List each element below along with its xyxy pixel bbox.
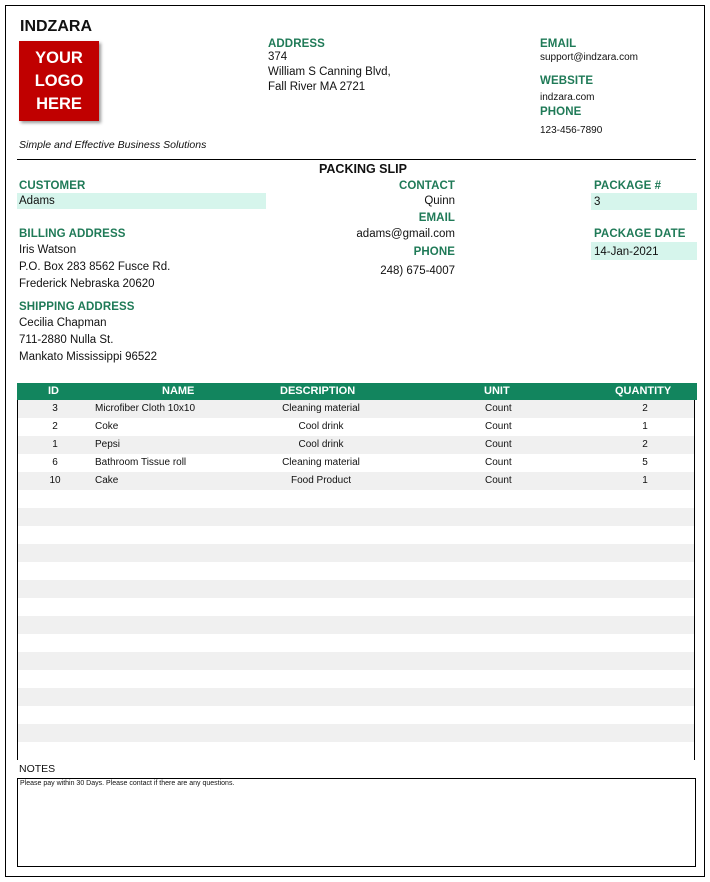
shipping-address-line: 711-2880 Nulla St. <box>19 334 114 346</box>
contact-phone: 248) 675-4007 <box>380 265 455 277</box>
logo-line: YOUR <box>35 48 83 67</box>
table-band <box>18 544 694 562</box>
cell-quantity: 5 <box>642 457 648 468</box>
shipping-address-label: SHIPPING ADDRESS <box>19 301 135 313</box>
company-email-label: EMAIL <box>540 38 577 50</box>
cell-unit: Count <box>485 439 512 450</box>
company-phone-label: PHONE <box>540 106 582 118</box>
billing-address-line: P.O. Box 283 8562 Fusce Rd. <box>19 261 171 273</box>
logo-line: HERE <box>36 94 82 113</box>
cell-id: 3 <box>52 403 58 414</box>
company-name: INDZARA <box>20 18 92 35</box>
cell-unit: Count <box>485 421 512 432</box>
table-band <box>18 670 694 688</box>
items-table-body <box>17 400 695 760</box>
cell-unit: Count <box>485 457 512 468</box>
shipping-address-line: Mankato Mississippi 96522 <box>19 351 158 363</box>
column-header-id: ID <box>48 385 59 397</box>
contact-phone-label: PHONE <box>413 246 455 258</box>
cell-id: 10 <box>49 475 61 486</box>
cell-name: Microfiber Cloth 10x10 <box>95 403 196 414</box>
column-header-quantity: QUANTITY <box>615 385 672 397</box>
table-row <box>18 472 694 490</box>
company-website-label: WEBSITE <box>540 75 594 87</box>
customer-value: Adams <box>19 195 55 207</box>
package-number-highlight <box>591 193 697 210</box>
table-band <box>18 562 694 580</box>
package-date-label: PACKAGE DATE <box>594 228 686 240</box>
company-address-label: ADDRESS <box>268 38 325 50</box>
customer-label: CUSTOMER <box>19 180 86 192</box>
document-title: PACKING SLIP <box>319 162 407 176</box>
column-header-name: NAME <box>162 385 195 397</box>
contact-email: adams@gmail.com <box>356 228 455 240</box>
cell-quantity: 1 <box>642 475 648 486</box>
contact-email-label: EMAIL <box>418 212 455 224</box>
table-band <box>18 490 694 508</box>
contact-name: Quinn <box>424 195 455 207</box>
billing-address-label: BILLING ADDRESS <box>19 228 126 240</box>
cell-description: Cool drink <box>298 439 344 450</box>
package-number-label: PACKAGE # <box>594 180 662 192</box>
company-address-line: Fall River MA 2721 <box>268 81 366 93</box>
notes-box[interactable] <box>17 778 696 867</box>
cell-description: Cleaning material <box>282 457 360 468</box>
table-band <box>18 724 694 742</box>
company-address-line: 374 <box>268 51 288 63</box>
package-date: 14-Jan-2021 <box>594 246 659 258</box>
table-row <box>18 454 694 472</box>
contact-label: CONTACT <box>398 180 455 192</box>
table-band <box>18 526 694 544</box>
cell-quantity: 2 <box>642 439 648 450</box>
cell-quantity: 2 <box>642 403 648 414</box>
cell-name: Pepsi <box>95 439 121 450</box>
column-header-description: DESCRIPTION <box>280 385 356 397</box>
table-band <box>18 652 694 670</box>
table-band <box>18 598 694 616</box>
table-row <box>18 418 694 436</box>
logo-placeholder <box>19 41 99 121</box>
company-address-line: William S Canning Blvd, <box>268 66 391 78</box>
cell-name: Bathroom Tissue roll <box>95 457 187 468</box>
column-header-unit: UNIT <box>484 385 510 397</box>
table-row <box>18 400 694 418</box>
table-band <box>18 508 694 526</box>
cell-description: Cool drink <box>298 421 344 432</box>
cell-name: Cake <box>95 475 119 486</box>
company-tagline: Simple and Effective Business Solutions <box>19 139 207 151</box>
table-band <box>18 616 694 634</box>
cell-name: Coke <box>95 421 119 432</box>
table-band <box>18 580 694 598</box>
cell-unit: Count <box>485 403 512 414</box>
notes-text: Please pay within 30 Days. Please contact if there are any questions. <box>20 780 235 787</box>
table-band <box>18 706 694 724</box>
cell-quantity: 1 <box>642 421 648 432</box>
company-website: indzara.com <box>540 92 595 103</box>
cell-id: 2 <box>52 421 58 432</box>
table-band <box>18 634 694 652</box>
cell-id: 6 <box>52 457 58 468</box>
header-divider <box>17 159 696 160</box>
cell-description: Cleaning material <box>282 403 360 414</box>
billing-address-line: Frederick Nebraska 20620 <box>19 278 155 290</box>
cell-unit: Count <box>485 475 512 486</box>
company-phone: 123-456-7890 <box>540 125 603 136</box>
logo-line: LOGO <box>34 71 84 90</box>
package-number: 3 <box>594 196 601 208</box>
items-table-header <box>17 383 697 400</box>
table-band <box>18 688 694 706</box>
shipping-address-line: Cecilia Chapman <box>19 317 107 329</box>
company-email: support@indzara.com <box>540 52 638 63</box>
billing-address-line: Iris Watson <box>19 244 77 256</box>
cell-description: Food Product <box>290 475 352 486</box>
table-row <box>18 436 694 454</box>
table-band <box>18 742 694 760</box>
notes-label: NOTES <box>19 763 56 775</box>
cell-id: 1 <box>52 439 58 450</box>
